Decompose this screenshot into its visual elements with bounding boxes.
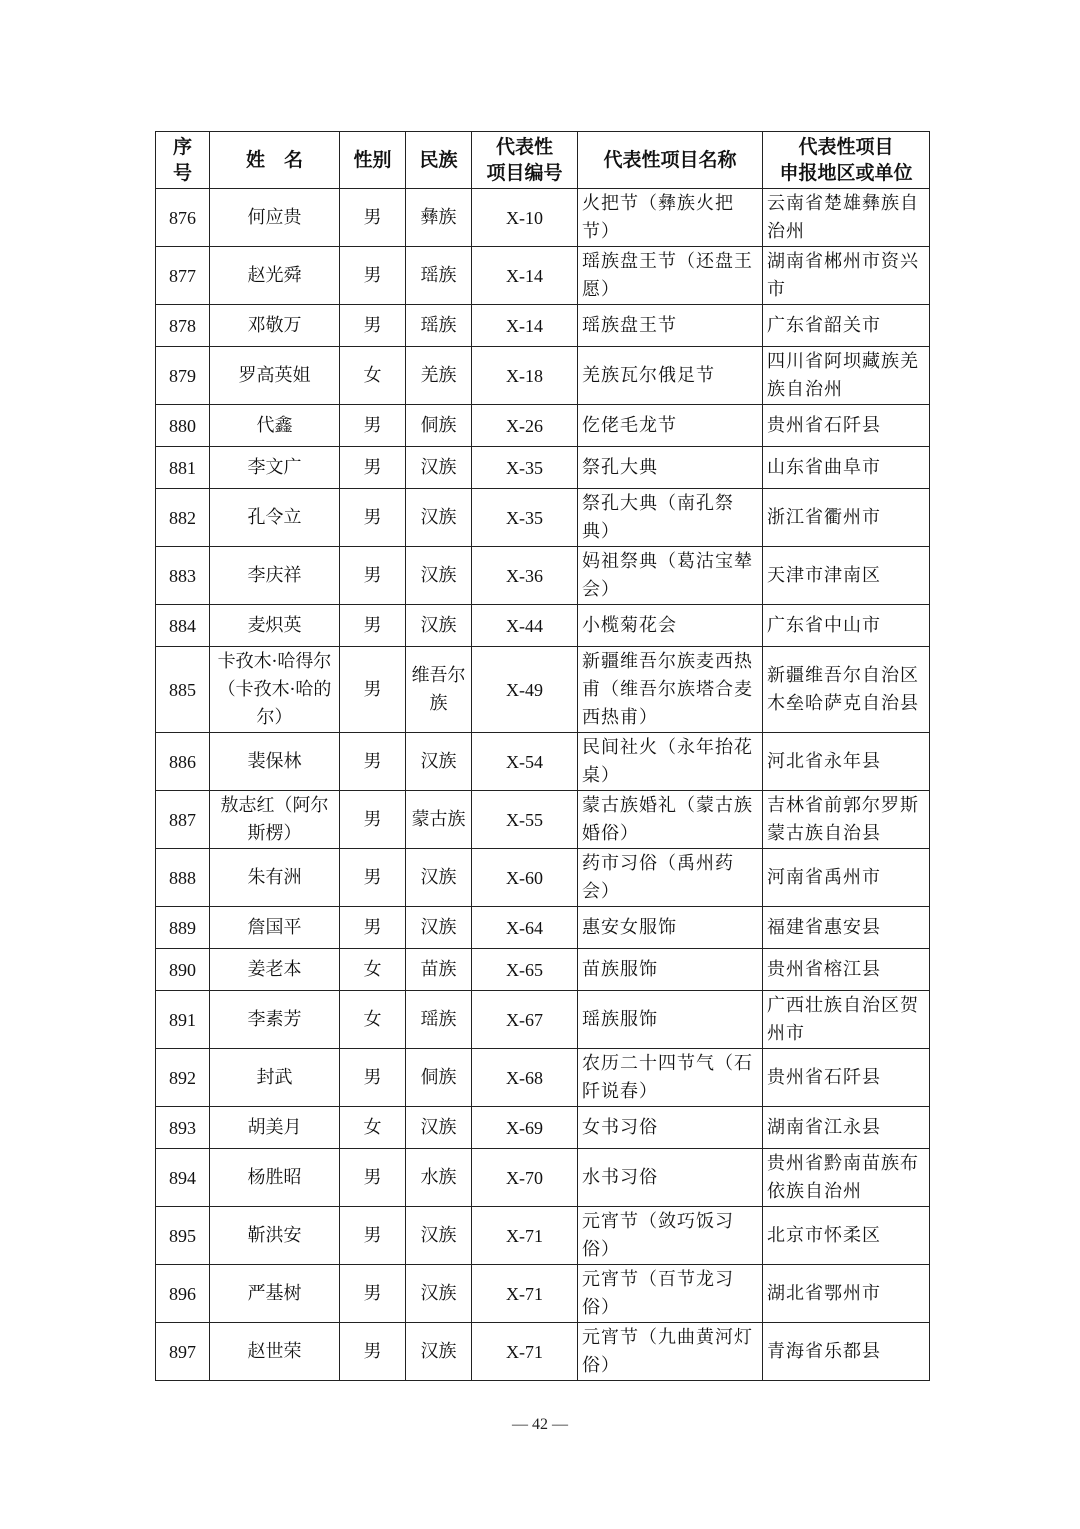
cell-code: X-68 [472,1049,578,1107]
cell-region: 天津市津南区 [763,547,930,605]
cell-ethnicity: 汉族 [406,849,472,907]
cell-code: X-71 [472,1265,578,1323]
table-row [156,1323,930,1381]
cell-region: 吉林省前郭尔罗斯蒙古族自治县 [763,791,930,849]
cell-name: 朱有洲 [210,849,340,907]
cell-project: 元宵节（百节龙习俗） [578,1265,763,1323]
cell-gender: 男 [340,247,406,305]
cell-project: 元宵节（敛巧饭习俗） [578,1207,763,1265]
cell-seq: 887 [156,791,210,849]
cell-name: 邓敬万 [210,305,340,347]
cell-ethnicity: 汉族 [406,605,472,647]
cell-name: 杨胜昭 [210,1149,340,1207]
cell-ethnicity: 彝族 [406,189,472,247]
cell-region: 河北省永年县 [763,733,930,791]
cell-project: 小榄菊花会 [578,605,763,647]
cell-seq: 883 [156,547,210,605]
cell-project: 水书习俗 [578,1149,763,1207]
cell-name: 赵世荣 [210,1323,340,1381]
cell-project: 农历二十四节气（石阡说春） [578,1049,763,1107]
cell-code: X-18 [472,347,578,405]
cell-gender: 男 [340,605,406,647]
table-row [156,949,930,991]
cell-code: X-69 [472,1107,578,1149]
cell-name: 胡美月 [210,1107,340,1149]
table-row [156,489,930,547]
table-row [156,547,930,605]
cell-ethnicity: 苗族 [406,949,472,991]
cell-ethnicity: 汉族 [406,1107,472,1149]
cell-region: 云南省楚雄彝族自治州 [763,189,930,247]
cell-ethnicity: 瑶族 [406,247,472,305]
cell-seq: 891 [156,991,210,1049]
cell-name: 李素芳 [210,991,340,1049]
cell-gender: 男 [340,405,406,447]
cell-gender: 男 [340,305,406,347]
cell-region: 贵州省榕江县 [763,949,930,991]
cell-name: 严基树 [210,1265,340,1323]
header-seq: 序 号 [156,132,210,189]
header-name: 姓 名 [210,132,340,189]
cell-ethnicity: 瑶族 [406,991,472,1049]
cell-region: 新疆维吾尔自治区木垒哈萨克自治县 [763,647,930,733]
cell-code: X-55 [472,791,578,849]
cell-seq: 876 [156,189,210,247]
header-region: 代表性项目 申报地区或单位 [763,132,930,189]
cell-project: 女书习俗 [578,1107,763,1149]
cell-name: 麦炽英 [210,605,340,647]
cell-gender: 男 [340,489,406,547]
cell-project: 药市习俗（禹州药会） [578,849,763,907]
cell-ethnicity: 汉族 [406,907,472,949]
cell-ethnicity: 蒙古族 [406,791,472,849]
cell-code: X-64 [472,907,578,949]
cell-gender: 女 [340,991,406,1049]
table-row [156,1207,930,1265]
cell-project: 惠安女服饰 [578,907,763,949]
cell-ethnicity: 汉族 [406,447,472,489]
cell-seq: 881 [156,447,210,489]
cell-gender: 男 [340,791,406,849]
cell-code: X-65 [472,949,578,991]
cell-seq: 877 [156,247,210,305]
cell-name: 卡孜木·哈得尔（卡孜木·哈的尔） [210,647,340,733]
cell-code: X-49 [472,647,578,733]
cell-region: 山东省曲阜市 [763,447,930,489]
cell-project: 民间社火（永年抬花桌） [578,733,763,791]
cell-region: 浙江省衢州市 [763,489,930,547]
cell-code: X-71 [472,1323,578,1381]
cell-name: 姜老本 [210,949,340,991]
cell-project: 祭孔大典 [578,447,763,489]
cell-seq: 885 [156,647,210,733]
cell-seq: 888 [156,849,210,907]
cell-region: 湖北省鄂州市 [763,1265,930,1323]
cell-ethnicity: 汉族 [406,1207,472,1265]
cell-name: 李庆祥 [210,547,340,605]
table-row [156,447,930,489]
cell-region: 湖南省江永县 [763,1107,930,1149]
cell-ethnicity: 侗族 [406,1049,472,1107]
cell-seq: 889 [156,907,210,949]
cell-code: X-67 [472,991,578,1049]
cell-gender: 男 [340,1323,406,1381]
cell-project: 瑶族盘王节（还盘王愿） [578,247,763,305]
cell-ethnicity: 汉族 [406,1265,472,1323]
heritage-inheritors-table [155,131,930,1381]
cell-region: 贵州省石阡县 [763,1049,930,1107]
cell-code: X-70 [472,1149,578,1207]
cell-ethnicity: 水族 [406,1149,472,1207]
cell-name: 李文广 [210,447,340,489]
cell-code: X-71 [472,1207,578,1265]
cell-seq: 878 [156,305,210,347]
cell-gender: 男 [340,447,406,489]
cell-ethnicity: 汉族 [406,733,472,791]
header-gender: 性别 [340,132,406,189]
cell-region: 福建省惠安县 [763,907,930,949]
cell-code: X-14 [472,247,578,305]
cell-code: X-60 [472,849,578,907]
cell-region: 贵州省石阡县 [763,405,930,447]
header-code: 代表性 项目编号 [472,132,578,189]
cell-gender: 男 [340,1265,406,1323]
cell-seq: 882 [156,489,210,547]
cell-code: X-35 [472,447,578,489]
cell-project: 元宵节（九曲黄河灯俗） [578,1323,763,1381]
table-row [156,605,930,647]
cell-project: 瑶族盘王节 [578,305,763,347]
cell-region: 河南省禹州市 [763,849,930,907]
cell-project: 苗族服饰 [578,949,763,991]
cell-ethnicity: 瑶族 [406,305,472,347]
cell-name: 詹国平 [210,907,340,949]
table-header-row [156,132,930,189]
cell-gender: 女 [340,1107,406,1149]
cell-code: X-26 [472,405,578,447]
cell-region: 广东省韶关市 [763,305,930,347]
cell-seq: 895 [156,1207,210,1265]
table-row [156,347,930,405]
cell-ethnicity: 汉族 [406,547,472,605]
table-row [156,1049,930,1107]
cell-project: 祭孔大典（南孔祭典） [578,489,763,547]
cell-name: 罗高英姐 [210,347,340,405]
cell-ethnicity: 汉族 [406,1323,472,1381]
cell-gender: 男 [340,1149,406,1207]
cell-seq: 884 [156,605,210,647]
cell-name: 靳洪安 [210,1207,340,1265]
cell-name: 敖志红（阿尔斯楞） [210,791,340,849]
cell-gender: 男 [340,189,406,247]
table-row [156,1149,930,1207]
cell-project: 羌族瓦尔俄足节 [578,347,763,405]
cell-ethnicity: 侗族 [406,405,472,447]
cell-gender: 男 [340,1207,406,1265]
cell-region: 广东省中山市 [763,605,930,647]
cell-ethnicity: 维吾尔族 [406,647,472,733]
cell-region: 北京市怀柔区 [763,1207,930,1265]
cell-seq: 897 [156,1323,210,1381]
cell-project: 蒙古族婚礼（蒙古族婚俗） [578,791,763,849]
table-body [156,189,930,1381]
cell-code: X-54 [472,733,578,791]
cell-name: 封武 [210,1049,340,1107]
cell-seq: 894 [156,1149,210,1207]
cell-gender: 男 [340,647,406,733]
cell-gender: 男 [340,849,406,907]
cell-code: X-14 [472,305,578,347]
cell-project: 仡佬毛龙节 [578,405,763,447]
cell-gender: 女 [340,347,406,405]
cell-region: 贵州省黔南苗族布依族自治州 [763,1149,930,1207]
cell-project: 新疆维吾尔族麦西热甫（维吾尔族塔合麦西热甫） [578,647,763,733]
cell-seq: 896 [156,1265,210,1323]
header-ethnicity: 民族 [406,132,472,189]
cell-seq: 879 [156,347,210,405]
cell-seq: 886 [156,733,210,791]
table-row [156,247,930,305]
table-row [156,405,930,447]
cell-region: 广西壮族自治区贺州市 [763,991,930,1049]
cell-region: 四川省阿坝藏族羌族自治州 [763,347,930,405]
header-project: 代表性项目名称 [578,132,763,189]
cell-gender: 男 [340,1049,406,1107]
cell-gender: 女 [340,949,406,991]
table-row [156,1107,930,1149]
cell-code: X-44 [472,605,578,647]
cell-code: X-35 [472,489,578,547]
table-row [156,189,930,247]
table-row [156,849,930,907]
cell-project: 妈祖祭典（葛沽宝辇会） [578,547,763,605]
cell-gender: 男 [340,547,406,605]
cell-seq: 893 [156,1107,210,1149]
table-row [156,733,930,791]
cell-project: 火把节（彝族火把节） [578,189,763,247]
cell-region: 湖南省郴州市资兴市 [763,247,930,305]
cell-code: X-10 [472,189,578,247]
cell-gender: 男 [340,907,406,949]
table-row [156,647,930,733]
table-row [156,907,930,949]
cell-ethnicity: 汉族 [406,489,472,547]
page-number: — 42 — [512,1416,568,1433]
cell-name: 何应贵 [210,189,340,247]
cell-project: 瑶族服饰 [578,991,763,1049]
cell-ethnicity: 羌族 [406,347,472,405]
cell-seq: 890 [156,949,210,991]
cell-name: 裴保林 [210,733,340,791]
cell-region: 青海省乐都县 [763,1323,930,1381]
table-row [156,791,930,849]
cell-code: X-36 [472,547,578,605]
cell-gender: 男 [340,733,406,791]
cell-name: 代鑫 [210,405,340,447]
cell-name: 赵光舜 [210,247,340,305]
table-row [156,991,930,1049]
table-row [156,305,930,347]
cell-seq: 892 [156,1049,210,1107]
cell-name: 孔令立 [210,489,340,547]
table-row [156,1265,930,1323]
cell-seq: 880 [156,405,210,447]
